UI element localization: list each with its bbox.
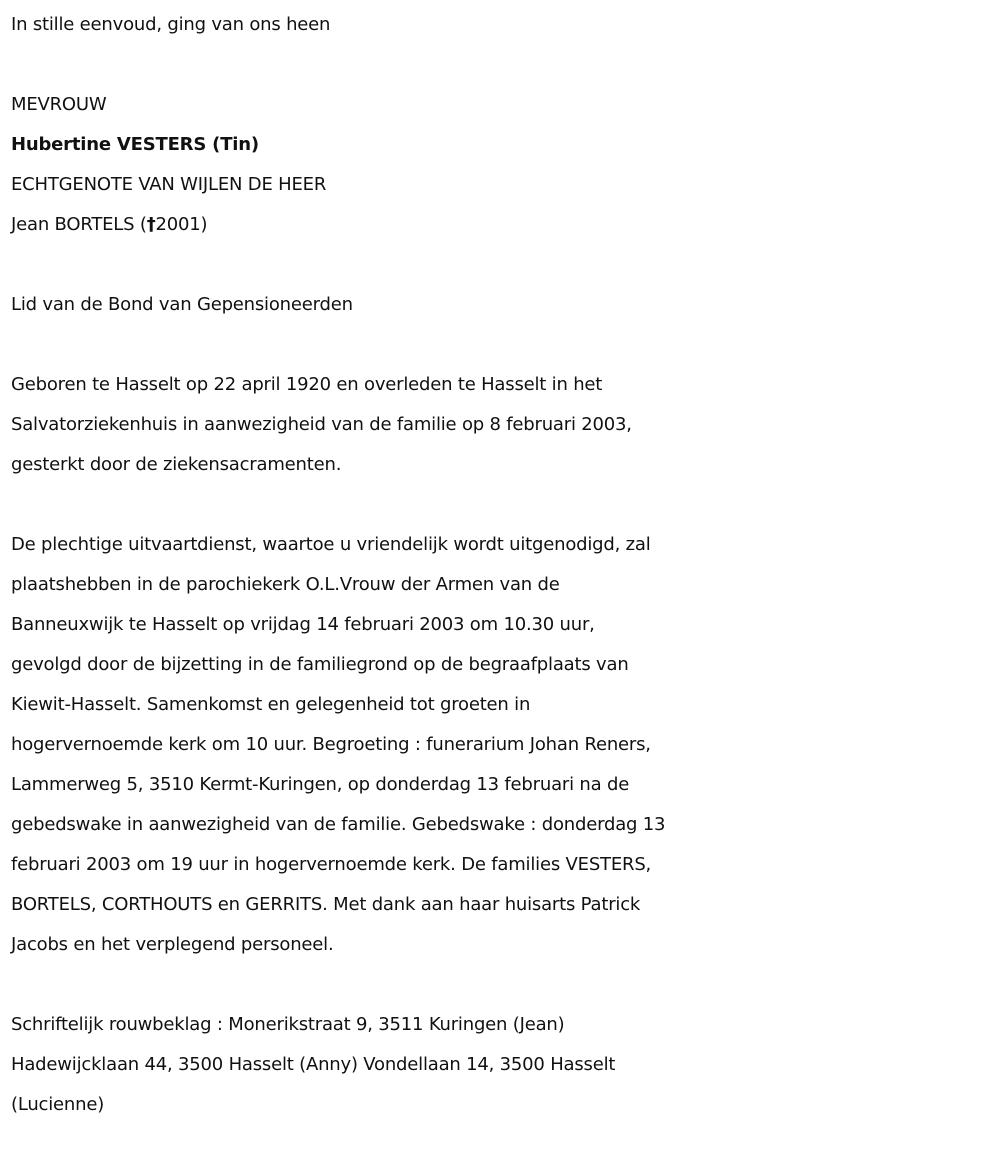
condolences-paragraph [11, 1005, 1000, 1125]
spacer [11, 325, 1000, 365]
spacer [11, 245, 1000, 285]
spouse-line [11, 205, 1000, 245]
spacer [11, 45, 1000, 85]
paragraph-line: februari 2003 om 19 uur in hogervernoemde kerk. De families VESTERS, [11, 854, 652, 875]
paragraph-line: De plechtige uitvaartdienst, waartoe u vriendelijk wordt uitgenodigd, zal [11, 534, 651, 555]
membership-line: Lid van de Bond van Gepensioneerden [11, 294, 353, 315]
paragraph-line: Lammerweg 5, 3510 Kermt-Kuringen, op donderdag 13 februari na de [11, 774, 630, 795]
paragraph-line: Geboren te Hasselt op 22 april 1920 en overleden te Hasselt in het [11, 374, 603, 395]
paragraph-line: plaatshebben in de parochiekerk O.L.Vrouw der Armen van de [11, 574, 560, 595]
paragraph-line: Jacobs en het verplegend personeel. [11, 934, 334, 955]
title-line: MEVROUW [11, 94, 107, 115]
paragraph-line: gesterkt door de ziekensacramenten. [11, 454, 342, 475]
relation-line: ECHTGENOTE VAN WIJLEN DE HEER [11, 174, 327, 195]
paragraph-line: Banneuxwijk te Hasselt op vrijdag 14 februari 2003 om 10.30 uur, [11, 614, 595, 635]
paragraph-line: BORTELS, CORTHOUTS en GERRITS. Met dank aan haar huisarts Patrick [11, 894, 641, 915]
paragraph-line: gebedswake in aanwezigheid van de familie. Gebedswake : donderdag 13 [11, 814, 666, 835]
intro-line: In stille eenvoud, ging van ons heen [11, 14, 331, 35]
paragraph-line: (Lucienne) [11, 1094, 105, 1115]
birth-death-paragraph [11, 365, 1000, 485]
spacer [11, 485, 1000, 525]
spouse-year: 2001) [155, 214, 208, 235]
paragraph-line: gevolgd door de bijzetting in de familiegrond op de begraafplaats van [11, 654, 629, 675]
spacer [11, 965, 1000, 1005]
paragraph-line: Schriftelijk rouwbeklag : Monerikstraat 9, 3511 Kuringen (Jean) [11, 1014, 565, 1035]
paragraph-line: Salvatorziekenhuis in aanwezigheid van de familie op 8 februari 2003, [11, 414, 632, 435]
paragraph-line: Kiewit-Hasselt. Samenkomst en gelegenheid tot groeten in [11, 694, 531, 715]
funeral-paragraph [11, 525, 1000, 965]
spouse-name: Jean BORTELS ( [11, 214, 147, 235]
paragraph-line: Hadewijcklaan 44, 3500 Hasselt (Anny) Vondellaan 14, 3500 Hasselt [11, 1054, 616, 1075]
cross-icon: † [146, 214, 156, 235]
paragraph-line: hogervernoemde kerk om 10 uur. Begroeting : funerarium Johan Reners, [11, 734, 651, 755]
deceased-name: Hubertine VESTERS (Tin) [11, 134, 259, 155]
